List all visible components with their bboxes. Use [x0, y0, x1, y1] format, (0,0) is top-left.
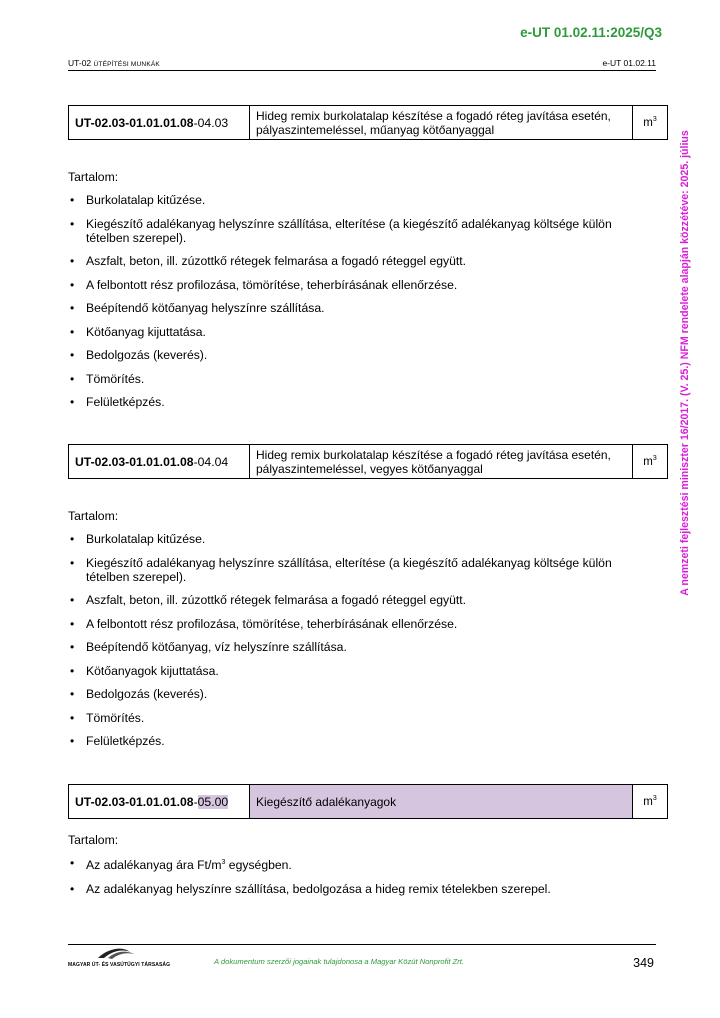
item-code-base: UT-02.03-01.01.01.08 [75, 115, 194, 130]
item-unit [633, 445, 668, 479]
contents-label: Tartalom: [68, 509, 119, 523]
list-item: • Tömörítés. [68, 711, 658, 725]
logo-swoosh-icon [68, 946, 160, 960]
item-code-base: UT-02.03-01.01.01.08 [75, 794, 194, 809]
header-doc-ref: e-UT 01.02.11 [602, 58, 656, 68]
document-code: e-UT 01.02.11:2025/Q3 [520, 25, 662, 40]
footer-divider [68, 944, 656, 945]
list-item: • Kötőanyag kijuttatása. [68, 325, 658, 339]
list-item: • A felbontott rész profilozása, tömörítése, teherbírásának ellenőrzése. [68, 278, 658, 292]
item-unit [633, 106, 668, 140]
list-item: • Burkolatalap kitűzése. [68, 193, 658, 207]
unit-exponent: 3 [652, 116, 657, 124]
unit-exponent: 3 [652, 795, 657, 803]
list-item: • Kiegészítő adalékanyag helyszínre szállítása, elterítése (a kiegészítő adalékanyag költsége külön tételben szerepel). [68, 556, 658, 584]
item-code-suffix: -04.03 [193, 115, 229, 130]
list-item: • Tömörítés. [68, 372, 658, 386]
list-item-text-end: egységben. [225, 858, 292, 873]
item-code-dash: - [193, 794, 198, 809]
footer-logo [68, 946, 171, 968]
list-item: • Felületképzés. [68, 395, 658, 409]
unit-base: m [643, 455, 653, 468]
list-item: • Aszfalt, beton, ill. zúzottkő rétegek felmarása a fogadó réteggel együtt. [68, 254, 658, 268]
item-table-04-04 [68, 444, 668, 479]
contents-list-04-03 [68, 193, 658, 419]
list-item: • Beépítendő kötőanyag helyszínre szállítása. [68, 301, 658, 315]
header-chapter-code: UT-02 [68, 58, 94, 68]
item-unit [633, 785, 668, 819]
item-code [69, 785, 250, 819]
running-header [68, 58, 656, 71]
page-number: 349 [633, 956, 654, 970]
unit-exponent: 3 [221, 859, 226, 866]
list-item: • Aszfalt, beton, ill. zúzottkő rétegek felmarása a fogadó réteggel együtt. [68, 593, 658, 607]
list-item: • Kötőanyagok kijuttatása. [68, 664, 658, 678]
item-code-suffix: -04.04 [193, 454, 229, 469]
contents-list-05-00 [68, 856, 658, 905]
list-item: • Kiegészítő adalékanyag helyszínre szállítása, elterítése (a kiegészítő adalékanyag költsége külön tételben szerepel). [68, 217, 658, 245]
header-chapter [68, 58, 160, 68]
item-description: Hideg remix burkolatalap készítése a fogadó réteg javítása esetén, pályaszintemeléssel, vegyes kötőanyaggal [250, 445, 633, 479]
header-chapter-title: ÚTÉPÍTÉSI MUNKÁK [93, 61, 160, 68]
unit-exponent: 3 [652, 455, 657, 463]
item-table-05-00 [68, 784, 668, 819]
side-publication-note [676, 96, 694, 630]
item-code-base: UT-02.03-01.01.01.08 [75, 454, 194, 469]
item-table-04-03 [68, 105, 668, 140]
list-item: • Felületképzés. [68, 734, 658, 748]
list-item: • Bedolgozás (keverés). [68, 687, 658, 701]
list-item: • Bedolgozás (keverés). [68, 348, 658, 362]
contents-list-04-04 [68, 532, 658, 758]
item-code [69, 106, 250, 140]
contents-label: Tartalom: [68, 833, 119, 847]
list-item [68, 856, 658, 872]
item-description: Hideg remix burkolatalap készítése a fogadó réteg javítása esetén, pályaszintemeléssel, műanyag kötőanyaggal [250, 106, 633, 140]
side-note-text: A nemzeti fejlesztési miniszter 16/2017. (V. 25.) NFM rendelete alapján közzétéve: 2025. július [679, 130, 691, 596]
item-code-suffix-highlighted: 05.00 [197, 794, 229, 809]
unit-base: m [643, 795, 653, 808]
copyright-note: A dokumentum szerzői jogainak tulajdonosa a Magyar Közút Nonprofit Zrt. [214, 957, 465, 966]
unit-base: m [643, 116, 653, 129]
list-item: • Beépítendő kötőanyag, víz helyszínre szállítása. [68, 640, 658, 654]
logo-text: MAGYAR ÚT- ÉS VASÚTÜGYI TÁRSASÁG [68, 962, 171, 968]
list-item: • Burkolatalap kitűzése. [68, 532, 658, 546]
list-item: • A felbontott rész profilozása, tömörítése, teherbírásának ellenőrzése. [68, 617, 658, 631]
list-item-text: Az adalékanyag ára Ft/m [86, 858, 222, 873]
list-item: • Az adalékanyag helyszínre szállítása, bedolgozása a hideg remix tételekben szerepel. [68, 882, 658, 896]
contents-label: Tartalom: [68, 170, 119, 184]
item-description: Kiegészítő adalékanyagok [250, 785, 633, 819]
item-code [69, 445, 250, 479]
